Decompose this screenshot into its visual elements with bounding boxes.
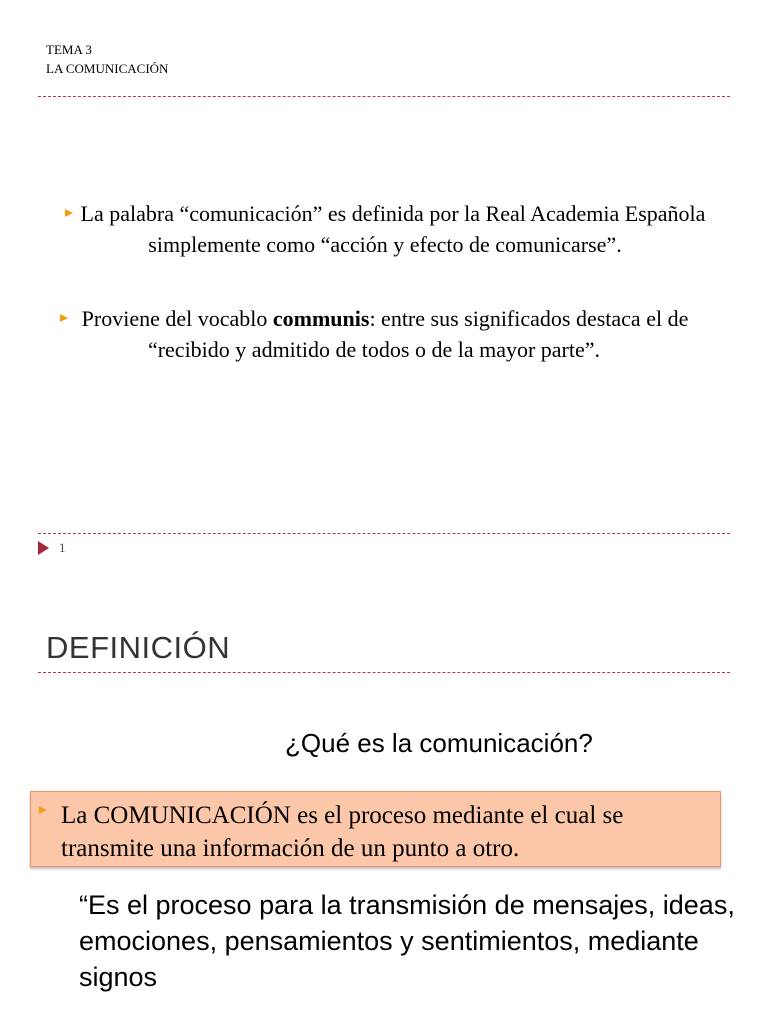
header-title: LA COMUNICACIÓN	[46, 61, 169, 76]
paragraph-text: La palabra “comunicación” es definida por la Real Academia Española simplemente como “acción y efecto de comunicarse”.	[80, 201, 706, 257]
bullet-icon	[60, 314, 68, 322]
quote-text: “Es el proceso para la transmisión de mensajes, ideas, emociones, pensamientos y sentimientos, mediante signos	[79, 890, 735, 992]
title-divider	[38, 672, 730, 673]
definition-text: La COMUNICACIÓN es el proceso mediante el cual se transmite una información de un punto a otro.	[61, 802, 624, 862]
header-divider	[38, 96, 730, 97]
bullet-icon	[39, 806, 47, 814]
paragraph-bold-term: communis	[272, 306, 370, 331]
paragraph-suffix: : entre sus significados destaca el de “recibido y admitido de todos o de la mayor parte”.	[147, 306, 689, 362]
page-number: 1	[59, 540, 66, 555]
footer-divider	[38, 533, 730, 534]
paragraph-prefix: Proviene del vocablo	[81, 306, 273, 331]
definition-box	[30, 791, 721, 867]
question-heading: ¿Qué es la comunicación?	[285, 728, 593, 758]
bullet-icon	[65, 209, 73, 217]
paragraph-etymology	[18, 303, 730, 365]
slide-header	[46, 40, 168, 78]
paragraph-definition-rae	[40, 198, 730, 260]
footer-triangle-icon	[38, 541, 49, 555]
section-title: DEFINICIÓN	[46, 630, 231, 665]
header-topic: TEMA 3	[46, 42, 92, 57]
